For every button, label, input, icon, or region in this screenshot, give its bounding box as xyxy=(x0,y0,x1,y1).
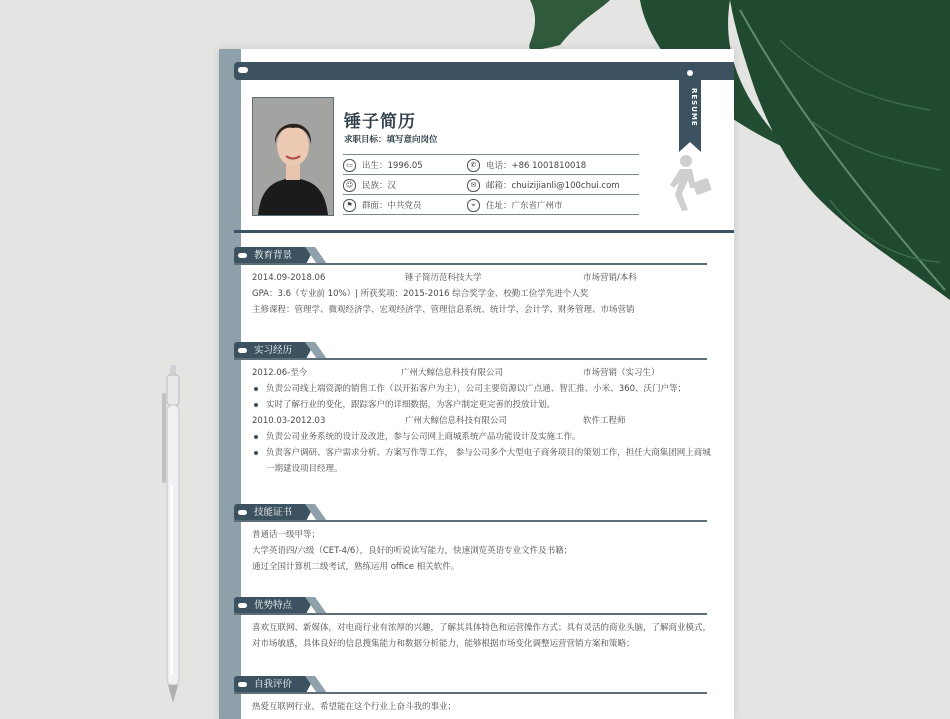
skill-line: 通过全国计算机二级考试，熟练运用 office 相关软件。 xyxy=(252,562,460,572)
mail-icon: ✉ xyxy=(467,179,480,192)
job-role: 市场营销（实习生） xyxy=(583,368,660,378)
strengths-section xyxy=(234,597,714,652)
section-header xyxy=(234,504,714,521)
section-header xyxy=(234,676,714,693)
phone-field xyxy=(467,159,586,172)
skill-line: 大学英语四/六级（CET-4/6），良好的听说读写能力，快速浏览英语专业文件及书籍； xyxy=(252,546,573,556)
section-rule xyxy=(234,520,707,522)
walking-person-icon xyxy=(666,154,712,212)
job-bullet: 负责客户调研、客户需求分析、方案写作等工作， 参与公司多个大型电子商务项目的策划工作，担任大商集团网上商城一期建设项目经理。 xyxy=(252,445,714,477)
address-field xyxy=(467,199,563,212)
birth-field xyxy=(343,159,423,172)
phone-value: 电话：+86 1001810018 xyxy=(486,161,587,171)
self-evaluation-section xyxy=(234,676,714,715)
section-title: 自我评价 xyxy=(234,676,306,693)
email-value: 邮箱：chuizijianli@100chui.com xyxy=(486,181,620,191)
job-company: 广州大鲸信息科技有限公司 xyxy=(401,368,504,378)
education-courses: 主修课程：管理学、微观经济学、宏观经济学、管理信息系统、统计学、会计学、财务管理、市场营销 xyxy=(252,305,635,315)
info-row xyxy=(343,154,639,174)
skills-section xyxy=(234,504,714,575)
info-row xyxy=(343,194,639,215)
header-separator xyxy=(234,230,734,233)
job-bullet: 负责公司业务系统的设计及改进，参与公司网上商城系统产品功能设计及实施工作。 xyxy=(252,429,714,445)
section-rule xyxy=(234,358,707,360)
location-icon: ⌖ xyxy=(467,199,480,212)
section-rule xyxy=(234,692,707,694)
flag-icon: ⚑ xyxy=(343,199,356,212)
resume-ribbon xyxy=(679,64,701,142)
ethnicity-value: 民族：汉 xyxy=(362,181,397,191)
info-row xyxy=(343,174,639,194)
header-bar xyxy=(234,62,734,80)
education-school: 锤子简历范科技大学 xyxy=(405,273,482,283)
personal-info xyxy=(343,154,639,215)
section-header xyxy=(234,342,714,359)
pen-decoration xyxy=(158,365,188,705)
job-bullet: 实时了解行业的变化，跟踪客户的详细数据，为客户制定更完善的投放计划。 xyxy=(252,397,714,413)
section-rule xyxy=(234,263,707,265)
section-title: 优势特点 xyxy=(234,597,306,614)
job-objective: 求职目标：填写意向岗位 xyxy=(344,135,438,145)
ribbon-label: RESUME xyxy=(690,88,698,127)
address-value: 住址：广东省广州市 xyxy=(486,201,563,211)
portrait-image xyxy=(253,98,333,215)
job-header-row xyxy=(252,413,714,429)
ethnicity-field xyxy=(343,179,396,192)
education-gpa: GPA：3.6（专业前 10%）| 所获奖项：2015-2016 综合奖学金、校勤工俭学先进个人奖 xyxy=(252,289,589,299)
section-title: 实习经历 xyxy=(234,342,306,359)
skill-line: 普通话一级甲等； xyxy=(252,530,321,540)
email-field xyxy=(467,179,620,192)
job-period: 2012.06-至今 xyxy=(252,368,308,378)
resume-title: 锤子简历 xyxy=(344,112,416,132)
resume-paper xyxy=(219,49,734,719)
phone-icon: ✆ xyxy=(467,159,480,172)
education-section xyxy=(234,247,714,318)
education-period: 2014.09-2018.06 xyxy=(252,273,326,283)
profile-photo xyxy=(252,97,334,216)
job-header-row xyxy=(252,365,714,381)
section-title: 技能证书 xyxy=(234,504,306,521)
education-row xyxy=(252,270,714,286)
politics-field xyxy=(343,199,422,212)
section-header xyxy=(234,597,714,614)
user-icon: ☺ xyxy=(343,179,356,192)
job-company: 广州大鲸信息科技有限公司 xyxy=(405,416,508,426)
education-major: 市场营销/本科 xyxy=(583,273,637,283)
section-header xyxy=(234,247,714,264)
internship-section xyxy=(234,342,714,477)
section-title: 教育背景 xyxy=(234,247,306,264)
politics-value: 群面：中共党员 xyxy=(362,201,422,211)
ribbon-dot xyxy=(687,70,693,76)
strengths-text: 喜欢互联网、新媒体，对电商行业有浓厚的兴趣，了解其具体特色和运营操作方式；具有灵活的商业头脑，了解商业模式，对市场敏感，具体良好的信息搜集能力和数据分析能力，能够根据市场变化调整运营营销方案和策略； xyxy=(252,623,712,649)
job-role: 软件工程师 xyxy=(583,416,626,426)
job-bullet: 负责公司线上端资源的销售工作（以开拓客户为主），公司主要资源以广点通、智汇推、小米、360、沃门户等； xyxy=(252,381,714,397)
self-evaluation-text: 热爱互联网行业，希望能在这个行业上奋斗我的事业； xyxy=(252,702,457,712)
section-rule xyxy=(234,613,707,615)
header-dot xyxy=(238,67,248,73)
birth-value: 出生：1996.05 xyxy=(362,161,423,171)
calendar-icon: ▭ xyxy=(343,159,356,172)
job-period: 2010.03-2012.03 xyxy=(252,416,326,426)
